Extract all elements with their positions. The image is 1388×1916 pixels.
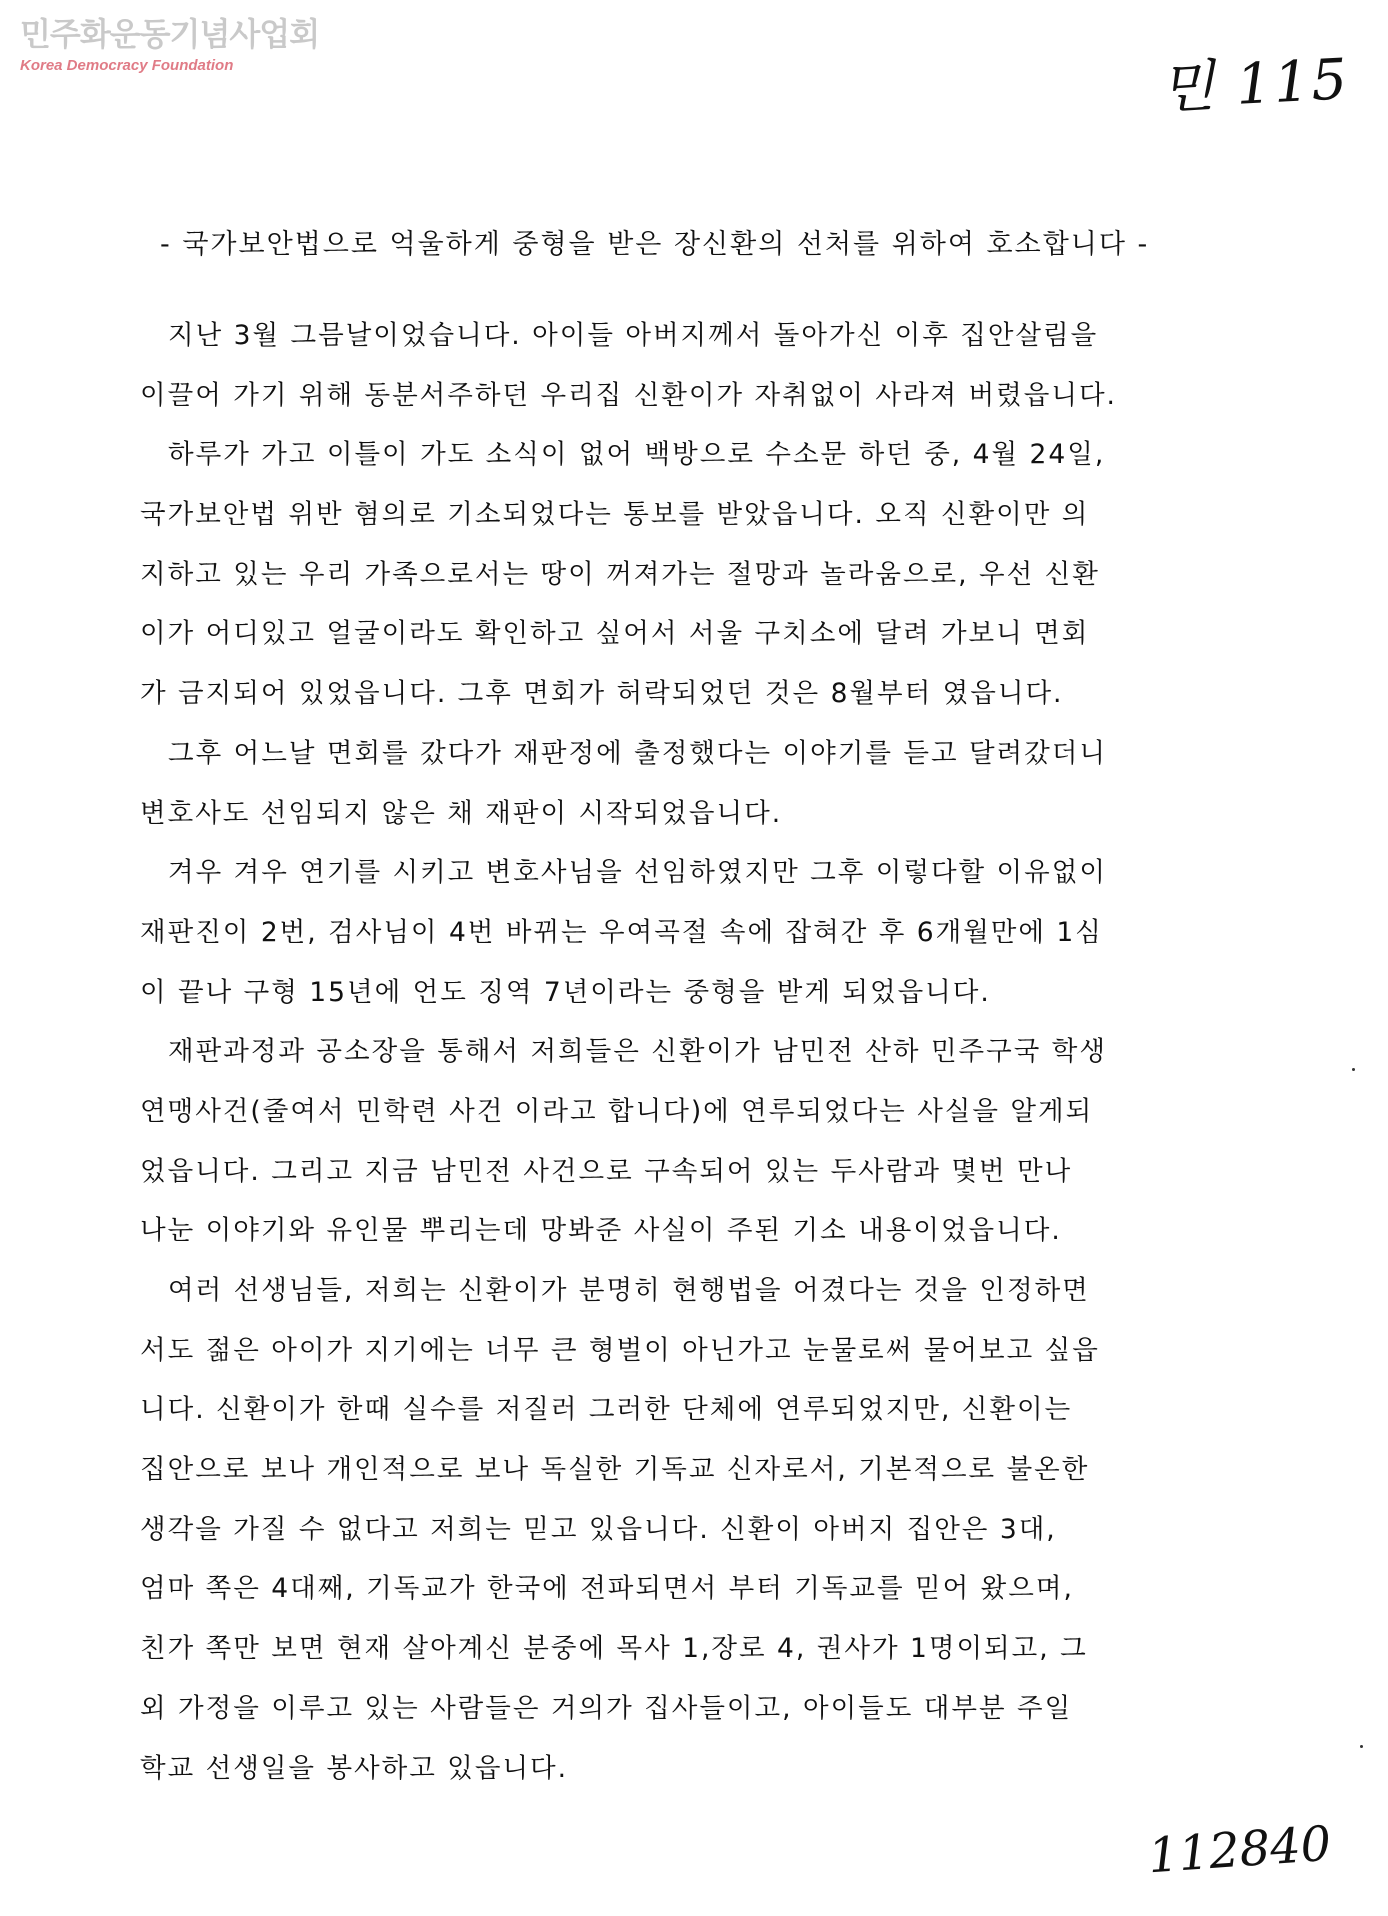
archive-number: 112840 [1146, 1815, 1333, 1885]
body-line: 친가 쪽만 보면 현재 살아계신 분중에 목사 1,장로 4, 권사가 1명이되고, 그 [140, 1633, 1088, 1665]
body-line: 겨우 겨우 연기를 시키고 변호사님을 선임하였지만 그후 이렇다할 이유없이 [168, 857, 1107, 889]
document-title: - 국가보안법으로 억울하게 중형을 받은 장신환의 선처를 위하여 호소합니다 - [160, 229, 1150, 260]
body-line: 이가 어디있고 얼굴이라도 확인하고 싶어서 서울 구치소에 달려 가보니 면회 [140, 618, 1090, 650]
body-line: 엄마 쪽은 4대째, 기독교가 한국에 전파되면서 부터 기독교를 믿어 왔으며, [140, 1573, 1074, 1605]
watermark [20, 15, 320, 74]
body-line: 집안으로 보나 개인적으로 보나 독실한 기독교 신자로서, 기본적으로 불온한 [140, 1454, 1090, 1486]
body-line: 생각을 가질 수 없다고 저희는 믿고 있읍니다. 신환이 아버지 집안은 3대, [140, 1513, 1057, 1545]
document-code: 민 115 [1158, 47, 1351, 122]
body-line: 변호사도 선임되지 않은 채 재판이 시작되었읍니다. [140, 797, 783, 829]
body-line: 니다. 신환이가 한때 실수를 저질러 그러한 단체에 연루되었지만, 신환이는 [140, 1394, 1073, 1426]
watermark-org-english: Korea Democracy Foundation [20, 57, 234, 74]
watermark-org-korean: 민주화운동기념사업회 [20, 15, 320, 53]
body-line: 국가보안법 위반 혐의로 기소되었다는 통보를 받았읍니다. 오직 신환이만 의 [140, 499, 1090, 531]
body-line: 하루가 가고 이틀이 가도 소식이 없어 백방으로 수소문 하던 중, 4월 24일, [168, 439, 1106, 471]
body-line: 그후 어느날 면회를 갔다가 재판정에 출정했다는 이야기를 듣고 달려갔더니 [168, 737, 1107, 769]
body-line: 재판과정과 공소장을 통해서 저희들은 신환이가 남민전 산하 민주구국 학생 [168, 1036, 1107, 1068]
body-line: 지하고 있는 우리 가족으로서는 땅이 꺼져가는 절망과 놀라움으로, 우선 신환 [140, 558, 1100, 590]
body-line: 가 금지되어 있었읍니다. 그후 면회가 허락되었던 것은 8월부터 였읍니다. [140, 678, 1064, 710]
body-line: 학교 선생일을 봉사하고 있읍니다. [140, 1752, 569, 1784]
body-line: 이 끝나 구형 15년에 언도 징역 7년이라는 중형을 받게 되었읍니다. [140, 976, 991, 1008]
body-line: 서도 젊은 아이가 지기에는 너무 큰 형벌이 아닌가고 눈물로써 물어보고 싶읍 [140, 1334, 1100, 1366]
scan-speck [1360, 1745, 1363, 1748]
body-line: 여러 선생님들, 저희는 신환이가 분명히 현행법을 어겼다는 것을 인정하면 [168, 1275, 1090, 1306]
body-line: 재판진이 2번, 검사님이 4번 바뀌는 우여곡절 속에 잡혀간 후 6개월만에 1심 [140, 916, 1103, 948]
scan-speck [1352, 1068, 1355, 1071]
body-line: 이끌어 가기 위해 동분서주하던 우리집 신환이가 자취없이 사라져 버렸읍니다. [140, 379, 1117, 411]
body-line: 외 가정을 이루고 있는 사람들은 거의가 집사들이고, 아이들도 대부분 주일 [140, 1692, 1073, 1724]
body-line: 나눈 이야기와 유인물 뿌리는데 망봐준 사실이 주된 기소 내용이었읍니다. [140, 1215, 1062, 1247]
document-body [140, 316, 1270, 1808]
body-line: 연맹사건(줄여서 민학련 사건 이라고 합니다)에 연루되었다는 사실을 알게되 [140, 1095, 1094, 1127]
body-line: 었읍니다. 그리고 지금 남민전 사건으로 구속되어 있는 두사람과 몇번 만나 [140, 1155, 1073, 1187]
body-line: 지난 3월 그믐날이었습니다. 아이들 아버지께서 돌아가신 이후 집안살림을 [168, 320, 1099, 351]
